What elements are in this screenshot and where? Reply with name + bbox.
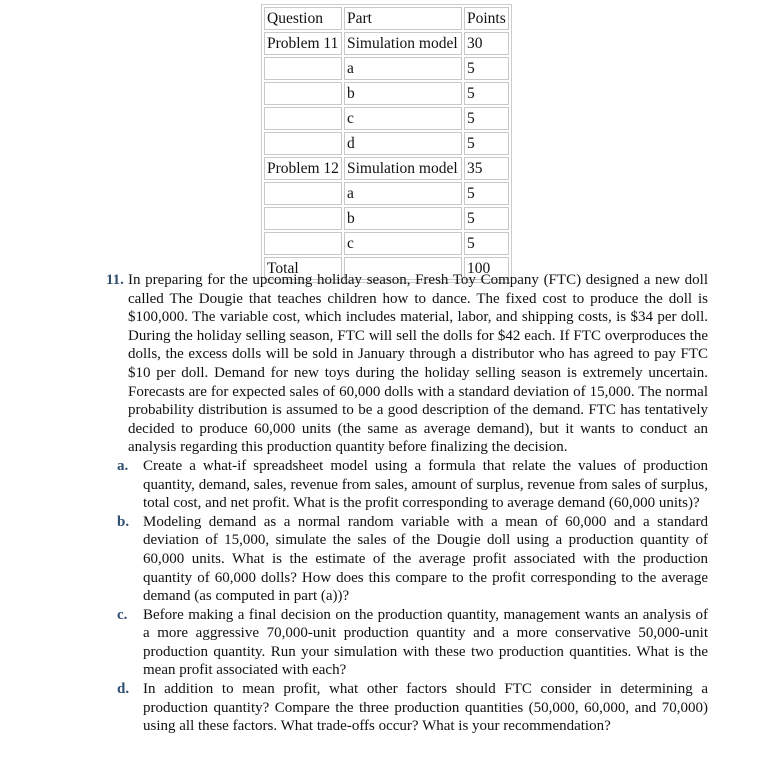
points-cell: 5 [464,57,509,80]
table-header-row [264,7,509,30]
question-cell [264,57,342,80]
question-cell [264,107,342,130]
header-question: Question [264,7,342,30]
part-label: d. [117,681,130,698]
header-points: Points [464,7,509,30]
part-cell: Simulation model [344,32,462,55]
points-cell: 5 [464,207,509,230]
part-cell: a [344,182,462,205]
part-label: b. [117,513,130,530]
table-row [264,82,509,105]
part-cell: Simulation model [344,157,462,180]
problem-part [117,606,708,680]
part-text: Before making a final decision on the production quantity, management wants an analysis of a more aggressive 70,000-unit production quantity and a more conservative 50,000-unit production quantity. Run your simulation with these two production quantities. What is the mean profit associated with each? [143,606,708,679]
points-cell: 5 [464,107,509,130]
question-cell: Problem 11 [264,32,342,55]
part-label: a. [117,457,129,474]
points-cell: 5 [464,232,509,255]
points-cell: 35 [464,157,509,180]
table-row [264,182,509,205]
part-cell: c [344,107,462,130]
question-cell: Total [264,257,342,280]
header-part: Part [344,7,462,30]
problem-11 [106,271,708,736]
part-text: Create a what-if spreadsheet model using a formula that relate the values of production quantity, demand, sales, revenue from sales, amount of surplus, revenue from sales of surplus, total cost, and net profit. What is the profit corresponding to average demand (60,000 units)? [143,457,708,512]
question-cell [264,207,342,230]
part-label: c. [117,606,128,623]
table-row [264,32,509,55]
table-row [264,207,509,230]
part-cell: d [344,132,462,155]
question-cell [264,182,342,205]
points-cell: 100 [464,257,509,280]
problem-part [117,680,708,736]
question-cell [264,232,342,255]
part-cell: b [344,207,462,230]
question-cell [264,82,342,105]
part-cell: c [344,232,462,255]
part-text: Modeling demand as a normal random variable with a mean of 60,000 and a standard deviation of 15,000, simulate the sales of the Dougie doll using a production quantity of 60,000 units. What is the estimate of the average profit associated with the production quantity of 60,000 dolls? How does this compare to the profit corresponding to the average demand (as computed in part (a))? [143,513,708,605]
question-cell [264,132,342,155]
points-cell: 5 [464,132,509,155]
problem-text: In preparing for the upcoming holiday season, Fresh Toy Company (FTC) designed a new doll called The Dougie that teaches children how to dance. The fixed cost to produce the doll is $100,000. The variable cost, which includes material, labor, and shipping costs, is $34 per doll. During the holiday selling season, FTC will sell the dolls for $42 each. If FTC overproduces the dolls, the excess dolls will be sold in January through a distributor who has agreed to pay FTC $10 per doll. Demand for new toys during the holiday selling season is extremely uncertain. Forecasts are for expected sales of 60,000 dolls with a standard deviation of 15,000. The normal probability distribution is assumed to be a good description of the demand. FTC has tentatively decided to produce 60,000 units (the same as average demand), but it wants to conduct an analysis regarding this production quantity before finalizing the decision. [128,272,708,456]
table-row [264,57,509,80]
table-row [264,107,509,130]
question-cell: Problem 12 [264,157,342,180]
problem-part [117,457,708,513]
problem-part [117,513,708,606]
part-cell: a [344,57,462,80]
problem-number: 11. [106,272,124,288]
table-row [264,157,509,180]
part-cell: b [344,82,462,105]
points-cell: 30 [464,32,509,55]
points-table [261,4,512,283]
part-text: In addition to mean profit, what other factors should FTC consider in determining a production quantity? Compare the three production quantities (50,000, 60,000, and 70,000) using all these factors. What trade-offs occur? What is your recommendation? [143,681,708,735]
table-row [264,232,509,255]
points-cell: 5 [464,182,509,205]
table-row [264,132,509,155]
points-cell: 5 [464,82,509,105]
